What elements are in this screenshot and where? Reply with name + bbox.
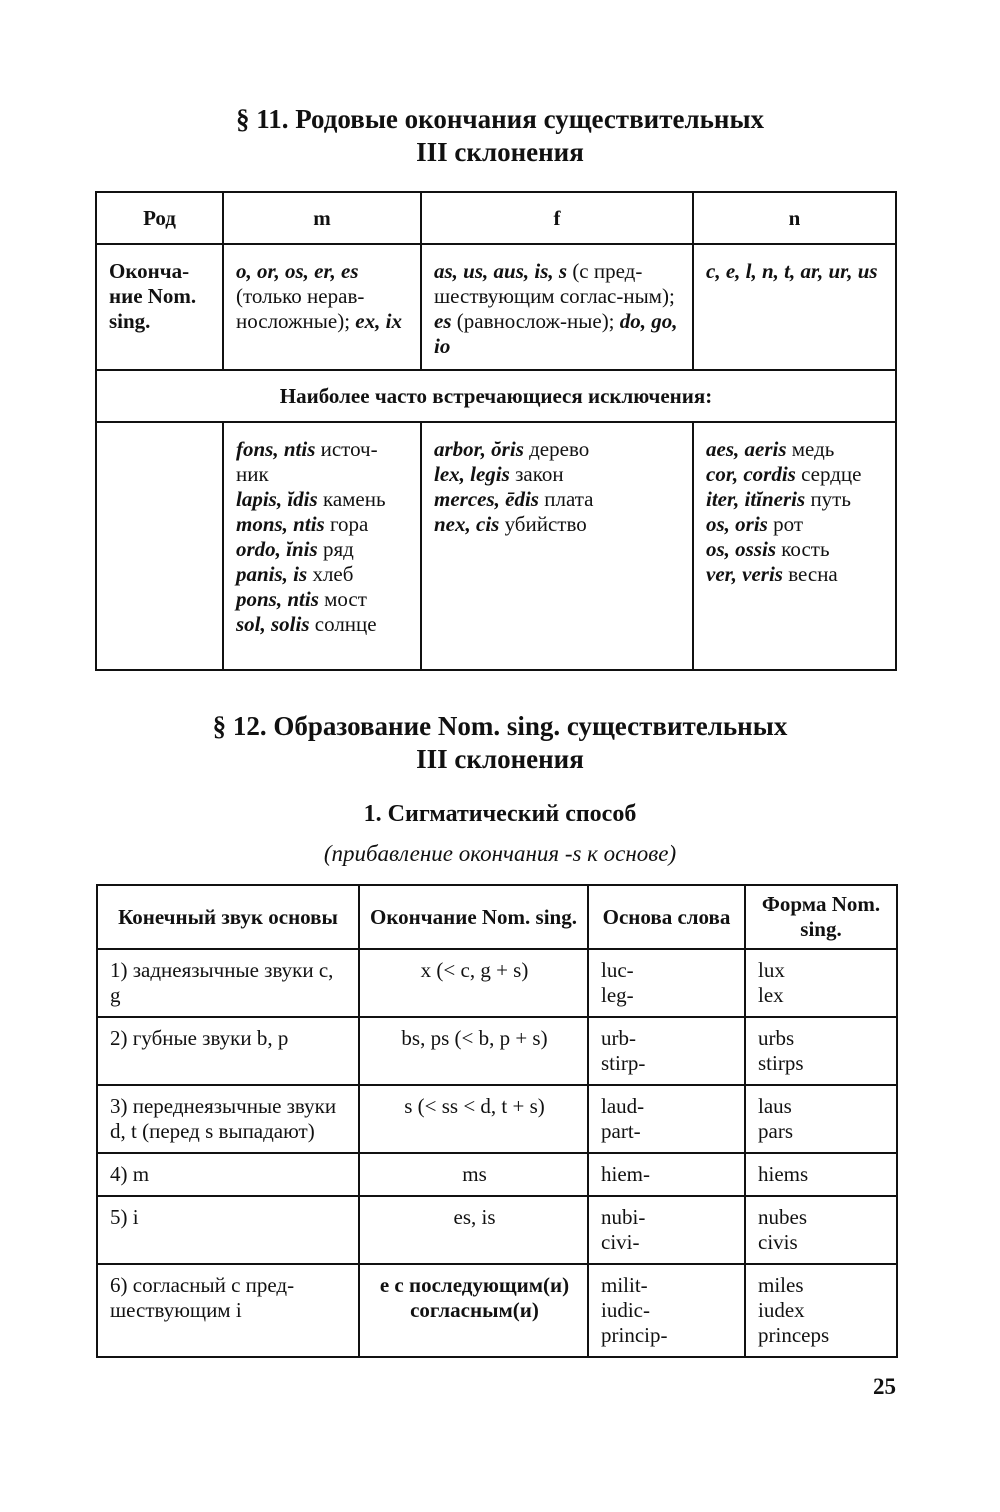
section-12-heading: [60, 710, 940, 776]
sound-cell: 3) переднеязычные звуки d, t (перед s выпадают): [97, 1085, 359, 1153]
f-endings-note1: (с пред-шествующим соглас-ным);: [434, 259, 675, 308]
exception-ru: убийство: [504, 512, 587, 536]
table-row: [97, 949, 897, 1017]
section-12-title-line2: III склонения: [416, 744, 584, 774]
stem-cell: [588, 949, 745, 1017]
subheading: 1. Сигматический способ: [363, 801, 637, 827]
ending-cell: es, is: [359, 1196, 588, 1264]
sigmatic-table: [96, 884, 898, 1358]
form: miles: [758, 1273, 804, 1297]
sound-cell: 4) m: [97, 1153, 359, 1196]
form: civis: [758, 1230, 798, 1254]
m-endings-bold: o, or, os, er, es: [236, 259, 359, 283]
form-cell: [745, 1196, 897, 1264]
stem: hiem-: [601, 1162, 650, 1186]
table-row: [97, 1153, 897, 1196]
table-header-row: [96, 192, 896, 244]
exceptions-empty-cell: [96, 422, 223, 670]
stem: stirp-: [601, 1051, 646, 1075]
form-cell: [745, 1017, 897, 1085]
exception-latin: pons, ntis: [236, 587, 319, 611]
form-cell: [745, 1085, 897, 1153]
m-endings-note: (только нерав-носложные);: [236, 284, 365, 333]
table-row: [97, 1085, 897, 1153]
header-ending: Окончание Nom. sing.: [359, 885, 588, 949]
ending-cell: ms: [359, 1153, 588, 1196]
ending-cell: x (< c, g + s): [359, 949, 588, 1017]
exception-ru: закон: [515, 462, 564, 486]
exception-ru: плата: [544, 487, 594, 511]
exception-ru: дерево: [529, 437, 590, 461]
form: nubes: [758, 1205, 807, 1229]
endings-row: [96, 244, 896, 370]
m-endings-extra: ex, ix: [355, 309, 402, 333]
form: lex: [758, 983, 784, 1007]
ending-cell: bs, ps (< b, p + s): [359, 1017, 588, 1085]
exception-latin: lapis, ĭdis: [236, 487, 318, 511]
stem-cell: [588, 1085, 745, 1153]
sound-cell: 6) согласный с пред-шествующим i: [97, 1264, 359, 1357]
exception-ru: источ-ник: [236, 437, 378, 486]
form: laus: [758, 1094, 792, 1118]
stem: princip-: [601, 1323, 668, 1347]
exception-ru: гора: [329, 512, 369, 536]
subheading-note: (прибавление окончания -s к основе): [323, 841, 677, 866]
form: iudex: [758, 1298, 805, 1322]
exception-latin: ver, veris: [706, 562, 783, 586]
form: urbs: [758, 1026, 795, 1050]
exception-latin: lex, legis: [434, 462, 510, 486]
exception-latin: sol, solis: [236, 612, 310, 636]
form: pars: [758, 1119, 793, 1143]
exception-ru: солнце: [314, 612, 377, 636]
header-stem: Основа слова: [588, 885, 745, 949]
exception-latin: aes, aeris: [706, 437, 787, 461]
form-cell: [745, 1153, 897, 1196]
table-row: [97, 1017, 897, 1085]
f-endings-es: es: [434, 309, 452, 333]
n-endings-cell: c, e, l, n, t, ar, ur, us: [693, 244, 896, 370]
exception-latin: panis, is: [236, 562, 308, 586]
exceptions-row: [96, 422, 896, 670]
header-final-sound: Конечный звук основы: [97, 885, 359, 949]
exception-latin: os, ossis: [706, 537, 777, 561]
header-n: n: [693, 192, 896, 244]
f-endings-cell: [421, 244, 693, 370]
exception-ru: мост: [324, 587, 367, 611]
exception-latin: ordo, ĭnis: [236, 537, 318, 561]
stem: urb-: [601, 1026, 636, 1050]
header-gender: Род: [96, 192, 223, 244]
sound-cell: 1) заднеязычные звуки c, g: [97, 949, 359, 1017]
stem-cell: [588, 1264, 745, 1357]
form-cell: [745, 949, 897, 1017]
exception-ru: ряд: [322, 537, 354, 561]
f-endings-bold: as, us, aus, is, s: [434, 259, 568, 283]
exception-ru: сердце: [801, 462, 862, 486]
stem-cell: [588, 1153, 745, 1196]
header-form: Форма Nom. sing.: [745, 885, 897, 949]
stem: civi-: [601, 1230, 640, 1254]
stem: luc-: [601, 958, 634, 982]
section-11-title-line2: III склонения: [416, 137, 584, 167]
exception-latin: os, oris: [706, 512, 768, 536]
section-11-heading: [60, 103, 940, 169]
stem: leg-: [601, 983, 634, 1007]
table-row: [97, 1264, 897, 1357]
exception-latin: cor, cordis: [706, 462, 796, 486]
exception-latin: fons, ntis: [236, 437, 316, 461]
form: stirps: [758, 1051, 804, 1075]
stem-cell: [588, 1017, 745, 1085]
exception-latin: iter, itĭneris: [706, 487, 806, 511]
table-header-row: [97, 885, 897, 949]
section-11-title-line1: § 11. Родовые окончания существительных: [235, 104, 765, 134]
header-m: m: [223, 192, 421, 244]
exception-ru: кость: [781, 537, 830, 561]
form: hiems: [758, 1162, 809, 1186]
stem: nubi-: [601, 1205, 646, 1229]
stem: part-: [601, 1119, 641, 1143]
section-12-title-line1: § 12. Образование Nom. sing. существительных: [212, 711, 788, 741]
ending-cell: s (< ss < d, t + s): [359, 1085, 588, 1153]
exception-ru: рот: [773, 512, 804, 536]
exceptions-f-cell: [421, 422, 693, 670]
form: princeps: [758, 1323, 830, 1347]
exceptions-n-cell: [693, 422, 896, 670]
f-endings-extra: do, go, io: [434, 309, 678, 358]
exception-latin: mons, ntis: [236, 512, 325, 536]
exception-latin: nex, cis: [434, 512, 500, 536]
exception-ru: медь: [791, 437, 835, 461]
stem-cell: [588, 1196, 745, 1264]
sound-cell: 5) i: [97, 1196, 359, 1264]
exceptions-header-row: [96, 370, 896, 422]
gender-endings-table: [95, 191, 897, 671]
page-number: 25: [873, 1374, 896, 1399]
stem: laud-: [601, 1094, 645, 1118]
exceptions-header: Наиболее часто встречающиеся исключения:: [96, 370, 896, 422]
form: lux: [758, 958, 785, 982]
exceptions-m-cell: [223, 422, 421, 670]
exception-latin: arbor, ŏris: [434, 437, 524, 461]
ending-cell: e с последующим(и) согласным(и): [359, 1264, 588, 1357]
exception-ru: камень: [322, 487, 386, 511]
header-f: f: [421, 192, 693, 244]
exception-ru: хлеб: [312, 562, 354, 586]
m-endings-cell: [223, 244, 421, 370]
stem: milit-: [601, 1273, 648, 1297]
exception-ru: путь: [810, 487, 851, 511]
f-endings-note2: (равнослож-ные);: [456, 309, 615, 333]
sound-cell: 2) губные звуки b, p: [97, 1017, 359, 1085]
exception-latin: merces, ēdis: [434, 487, 539, 511]
form-cell: [745, 1264, 897, 1357]
exception-ru: весна: [788, 562, 838, 586]
stem: iudic-: [601, 1298, 650, 1322]
row-label: Оконча-ние Nom. sing.: [96, 244, 223, 370]
table-row: [97, 1196, 897, 1264]
